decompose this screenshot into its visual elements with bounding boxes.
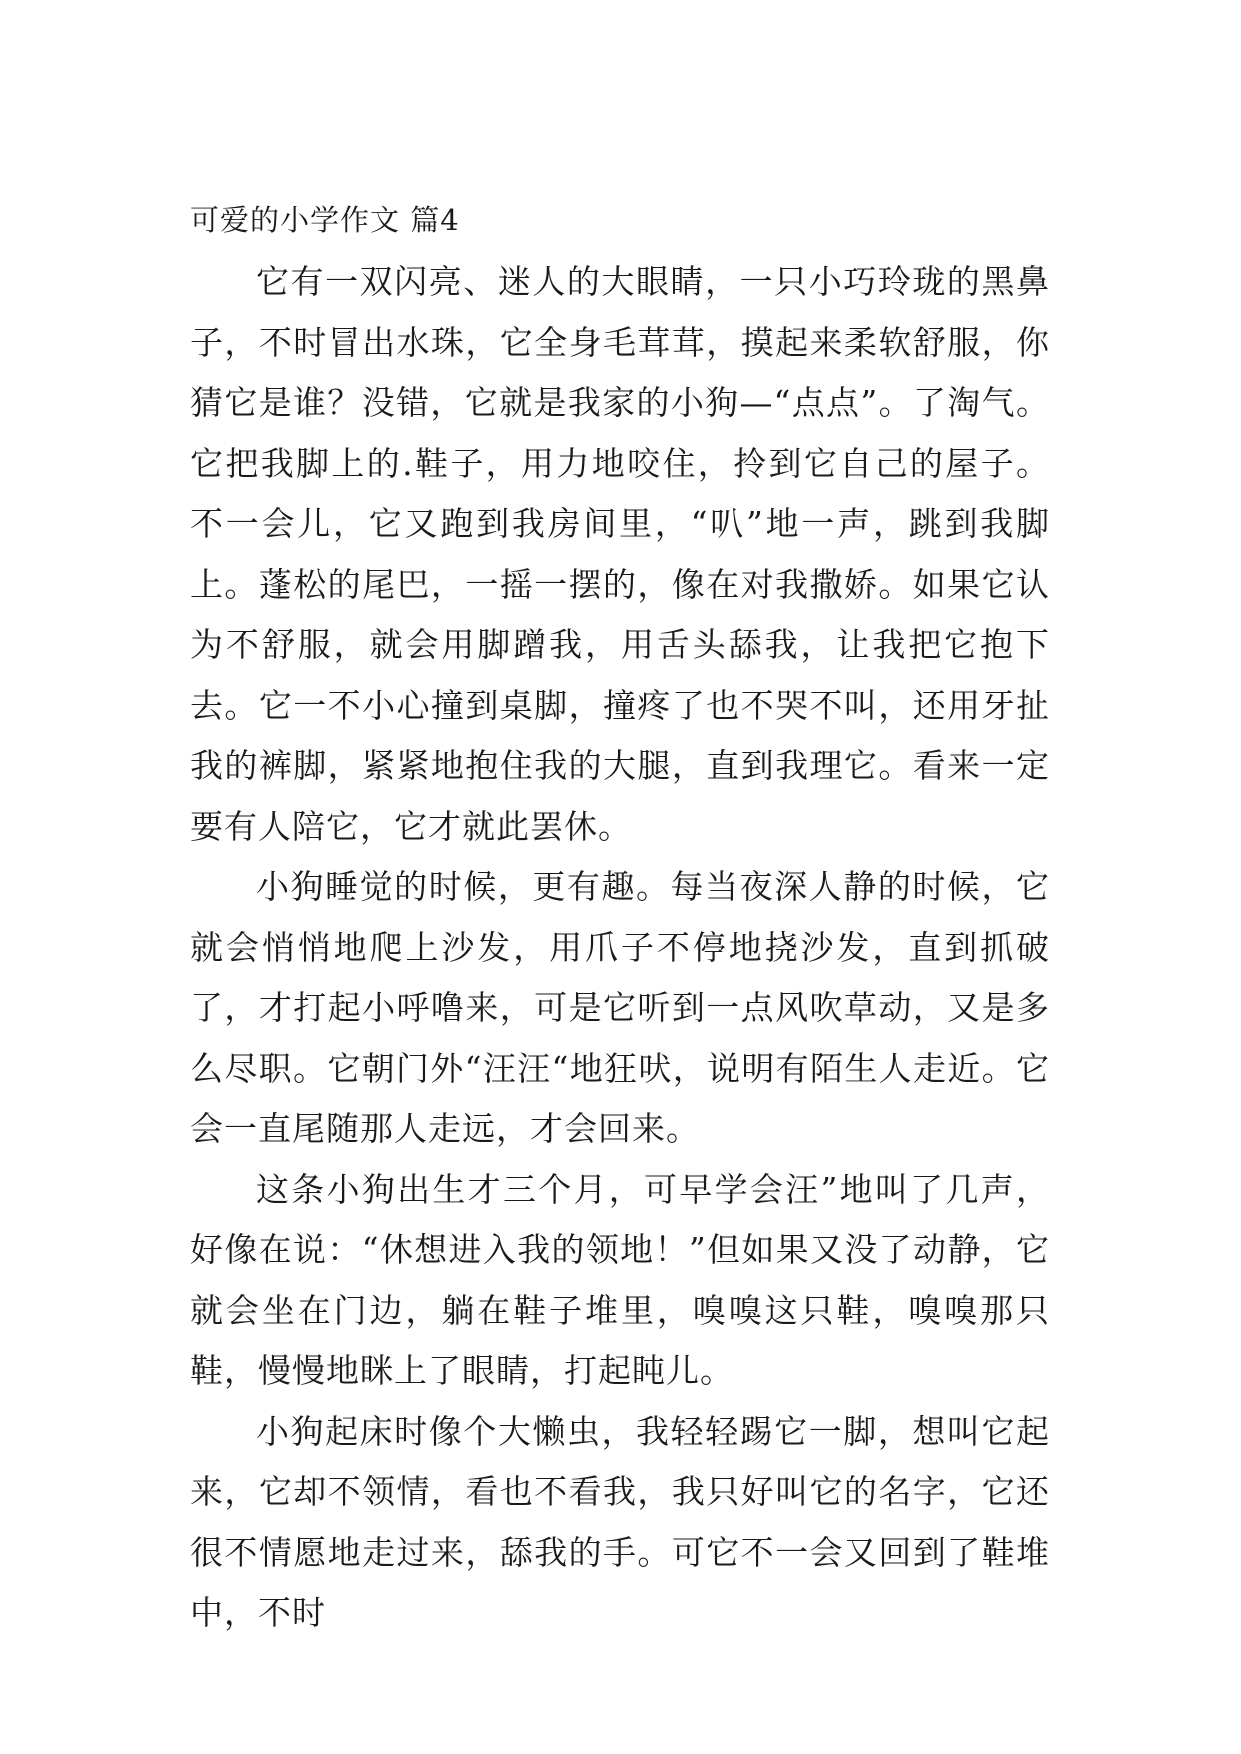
paragraph-2: 小狗睡觉的时候，更有趣。每当夜深人静的时候，它就会悄悄地爬上沙发，用爪子不停地挠沙发，直到抓破了，才打起小呼噜来，可是它听到一点风吹草动，又是多么尽职。它朝门外“汪汪“地狂吠，说明有陌生人走近。它会一直尾随那人走远，才会回来。 [190,867,1050,1148]
paragraph-4: 小狗起床时像个大懒虫，我轻轻踢它一脚，想叫它起来，它却不领情，看也不看我，我只好叫它的名字，它还很不情愿地走过来，舔我的手。可它不一会又回到了鞋堆中，不时 [190,1411,1050,1632]
document-body [190,196,1050,1644]
paragraph-1: 它有一双闪亮、迷人的大眼睛，一只小巧玲珑的黑鼻子，不时冒出水珠，它全身毛茸茸，摸起来柔软舒服，你猜它是谁？没错，它就是我家的小狗—“点点”。了淘气。它把我脚上的.鞋子，用力地咬住，拎到它自己的屋子。不一会儿，它又跑到我房间里，“叭”地一声，跳到我脚上。蓬松的尾巴，一摇一摆的，像在对我撒娇。如果它认为不舒服，就会用脚蹭我，用舌头舔我，让我把它抱下去。它一不小心撞到桌脚，撞疼了也不哭不叫，还用牙扯我的裤脚，紧紧地抱住我的大腿，直到我理它。看来一定要有人陪它，它才就此罢休。 [190,262,1050,846]
paragraph-3: 这条小狗出生才三个月，可早学会汪”地叫了几声，好像在说：“休想进入我的领地！”但如果又没了动静，它就会坐在门边，躺在鞋子堆里，嗅嗅这只鞋，嗅嗅那只鞋，慢慢地眯上了眼睛，打起盹儿。 [190,1169,1050,1390]
document-title: 可爱的小学作文 篇4 [190,203,460,237]
